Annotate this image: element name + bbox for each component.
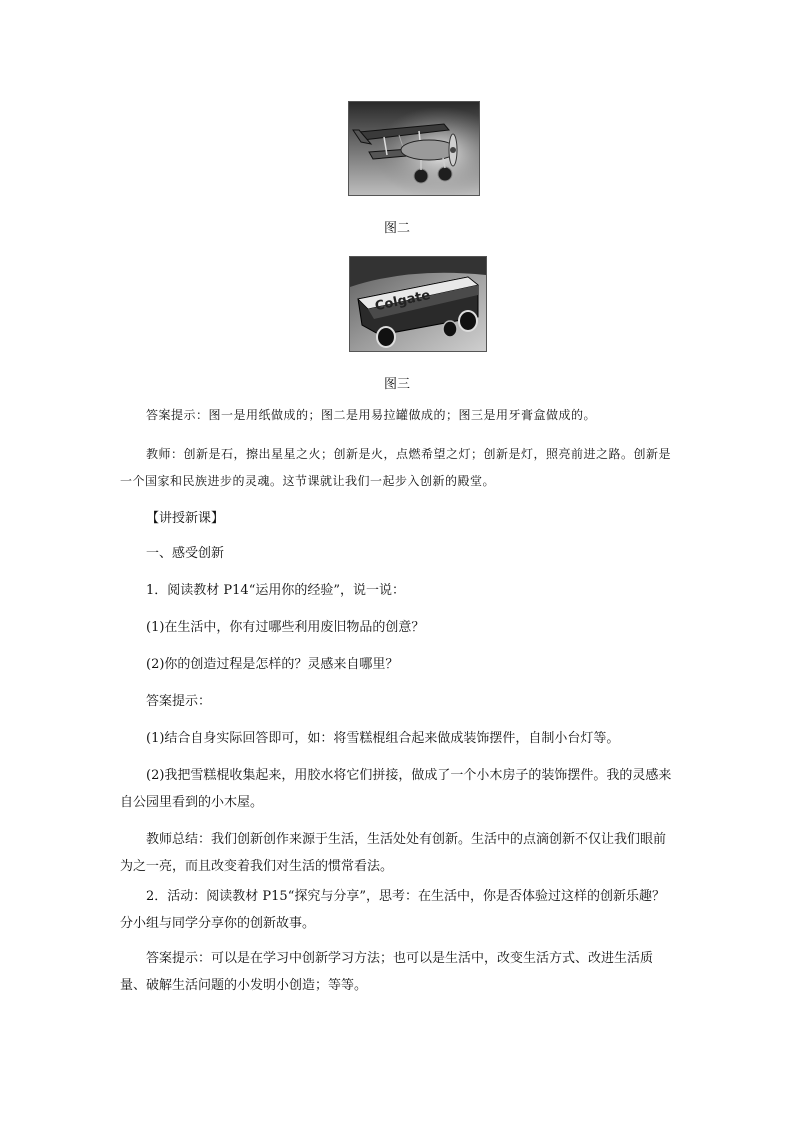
question-1: (1)在生活中，你有过哪些利用废旧物品的创意？ — [146, 620, 425, 635]
figure2-image — [348, 101, 480, 196]
item-2: 2．活动：阅读教材 P15“探究与分享”，思考：在生活中，你是否体验过这样的创新乐趣？分小组与同学分享你的创新故事。 — [120, 889, 665, 931]
teacher-intro: 教师：创新是石，擦出星星之火；创新是火，点燃希望之灯；创新是灯，照亮前进之路。创新是一个国家和民族进步的灵魂。这节课就让我们一起步入创新的殿堂。 — [120, 447, 672, 488]
airplane-model-photo-icon — [349, 102, 479, 195]
subsection-title: 一、感受创新 — [146, 546, 225, 561]
answer-hint-figures: 答案提示：图一是用纸做成的；图二是用易拉罐做成的；图三是用牙膏盒做成的。 — [146, 408, 597, 422]
answer-label: 答案提示： — [146, 694, 212, 709]
teacher-summary: 教师总结：我们创新创作来源于生活，生活处处有创新。生活中的点滴创新不仅让我们眼前为之一亮，而且改变着我们对生活的惯常看法。 — [120, 832, 667, 874]
item-1: 1．阅读教材 P14“运用你的经验”，说一说： — [146, 583, 405, 598]
answer-2: (2)我把雪糕棍收集起来，用胶水将它们拼接，做成了一个小木房子的装饰摆件。我的灵感来自公园里看到的小木屋。 — [120, 768, 672, 810]
question-2: (2)你的创造过程是怎样的？灵感来自哪里？ — [146, 657, 399, 672]
answer-hint-activity: 答案提示：可以是在学习中创新学习方法；也可以是生活中，改变生活方式、改进生活质量、破解生活问题的小发明小创造；等等。 — [120, 951, 654, 993]
figure3-caption: 图三 — [383, 377, 410, 392]
figure3-image — [349, 256, 487, 352]
colgate-box-car-photo-icon — [350, 257, 486, 351]
section-heading: 【讲授新课】 — [146, 511, 225, 526]
figure2-caption: 图二 — [383, 221, 410, 236]
car-brand-text: Colgate — [373, 287, 432, 315]
answer-1: (1)结合自身实际回答即可，如：将雪糕棍组合起来做成装饰摆件，自制小台灯等。 — [146, 731, 620, 746]
